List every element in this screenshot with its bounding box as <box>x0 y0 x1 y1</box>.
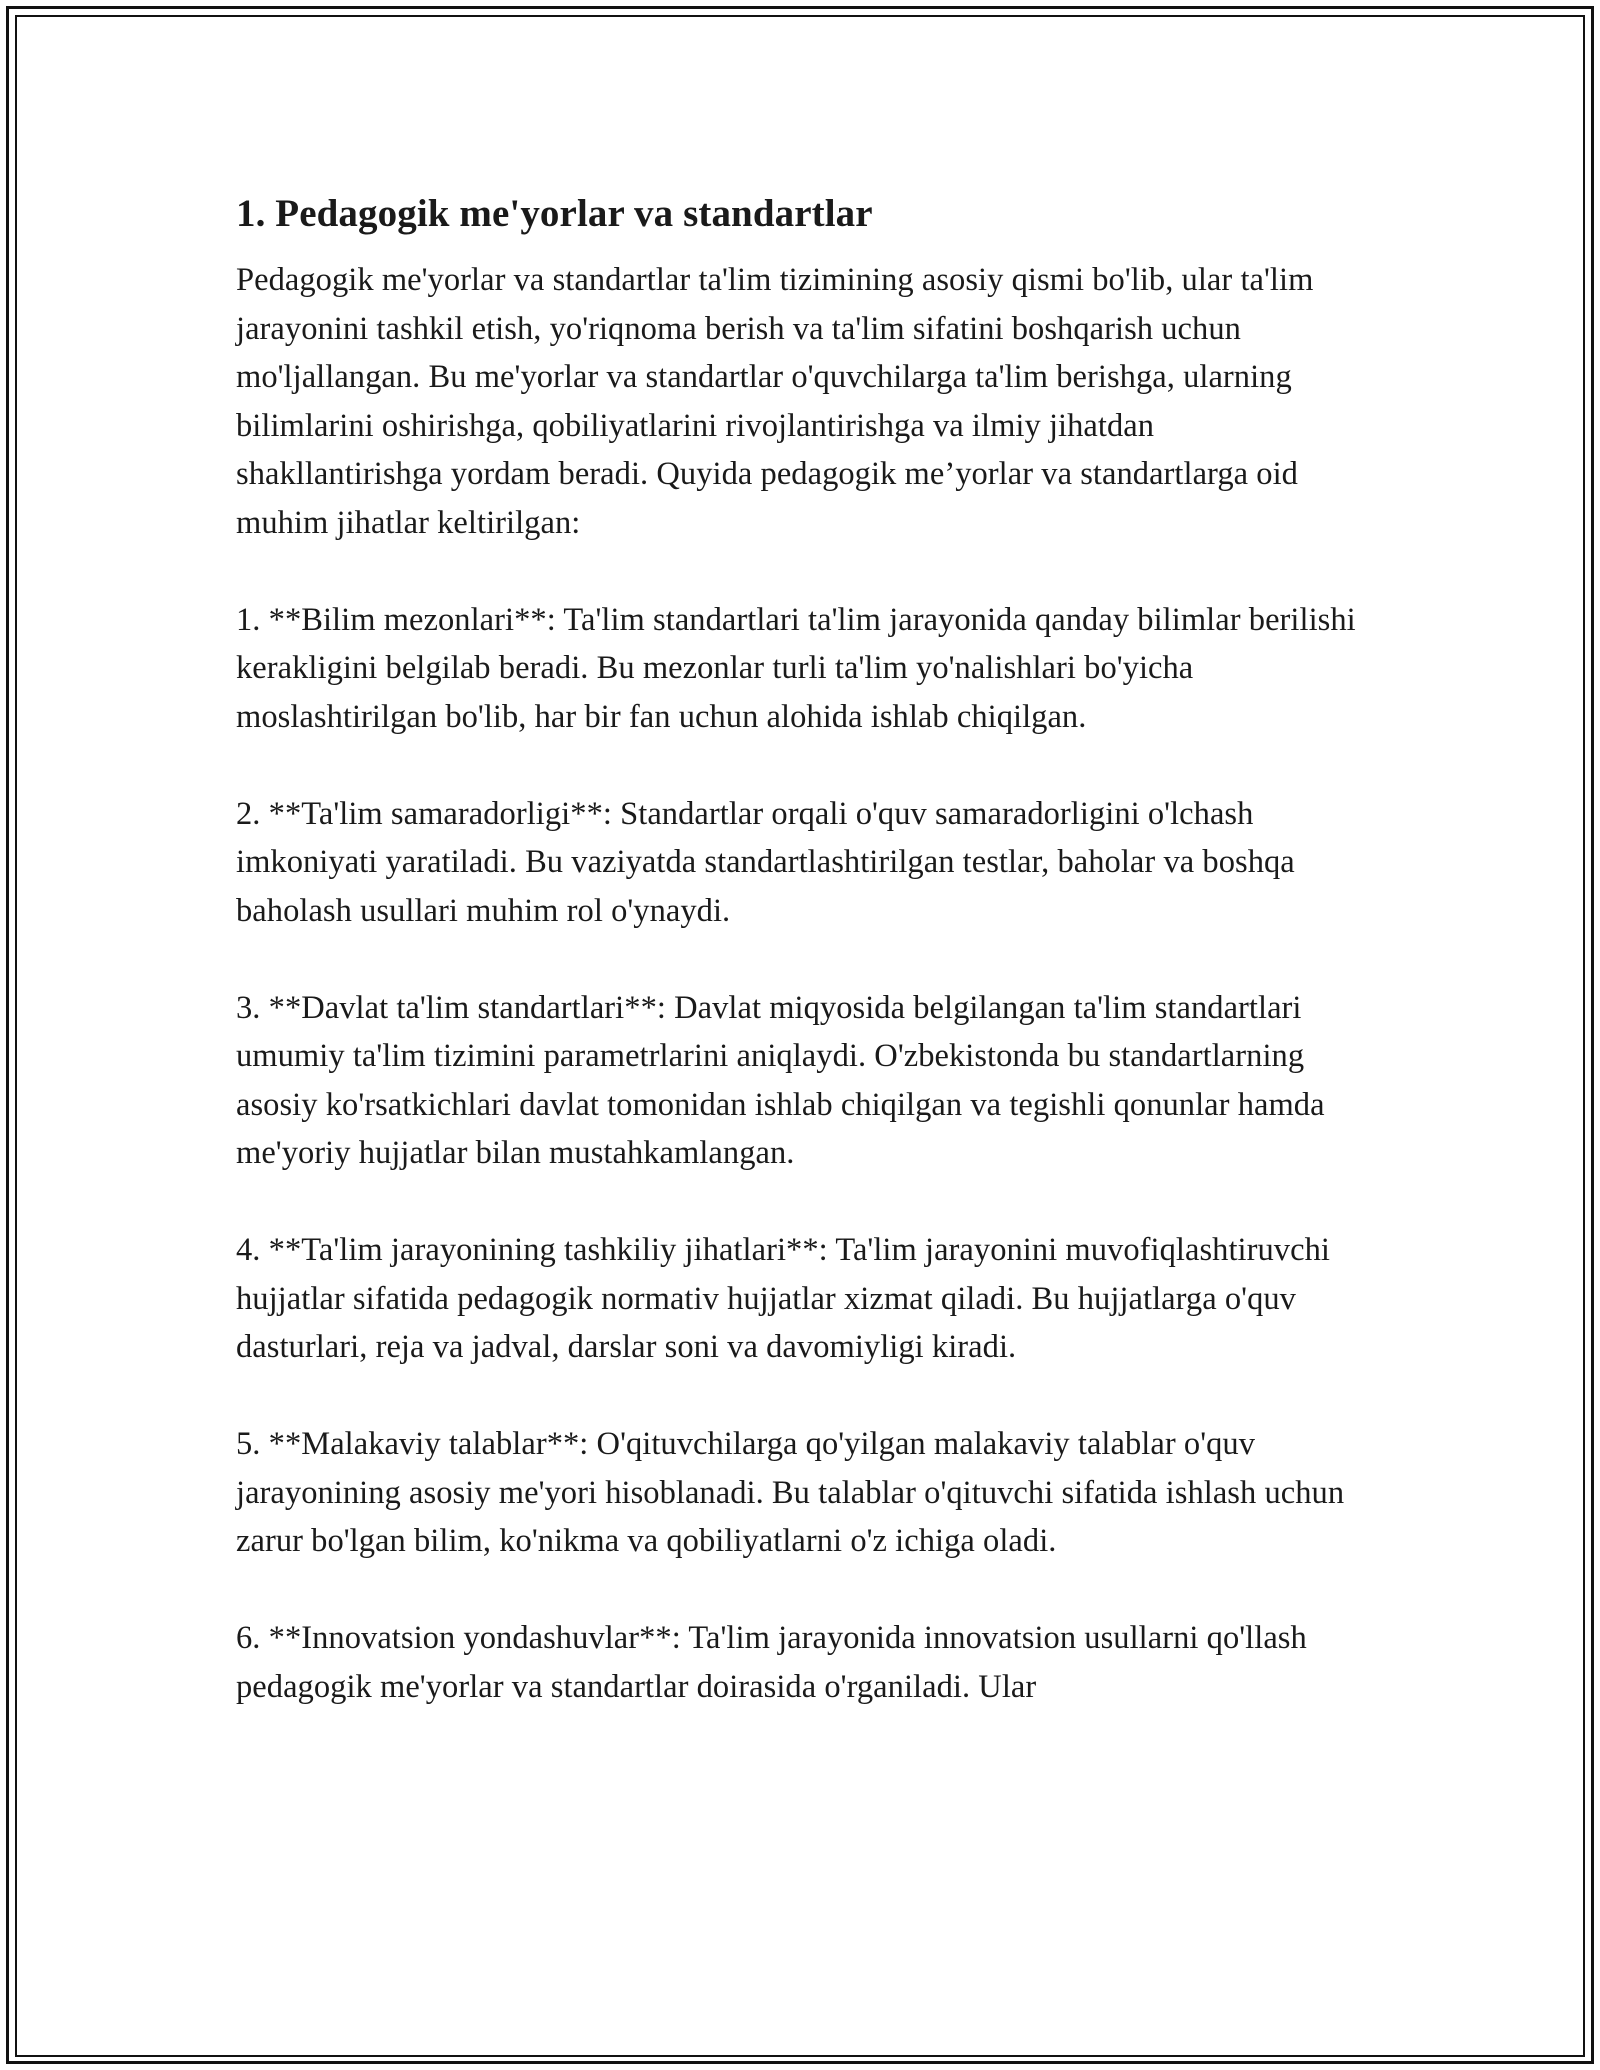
list-item-5: 5. **Malakaviy talablar**: O'qituvchilarga qo'yilgan malakaviy talablar o'quv jarayonining asosiy me'yori hisoblanadi. Bu talablar o'qituvchi sifatida ishlash uchun zarur bo'lgan bilim, ko'nikma va qobiliyatlarni o'z ichiga oladi. <box>236 1426 1345 1559</box>
page-title: 1. Pedagogik me'yorlar va standartlar <box>236 192 873 235</box>
list-item-4: 4. **Ta'lim jarayonining tashkiliy jihatlari**: Ta'lim jarayonini muvofiqlashtiruvchi hujjatlar sifatida pedagogik normativ hujjatlar xizmat qiladi. Bu hujjatlarga o'quv dasturlari, reja va jadval, darslar soni va davomiyligi kiradi. <box>236 1232 1330 1365</box>
list-item-1: 1. **Bilim mezonlari**: Ta'lim standartlari ta'lim jarayonida qanday bilimlar berilishi kerakligini belgilab beradi. Bu mezonlar turli ta'lim yo'nalishlari bo'yicha moslashtirilgan bo'lib, har bir fan uchun alohida ishlab chiqilgan. <box>236 601 1356 735</box>
intro-paragraph: Pedagogik me'yorlar va standartlar ta'lim tizimining asosiy qismi bo'lib, ular ta'lim jarayonini tashkil etish, yo'riqnoma berish va ta'lim sifatini boshqarish uchun mo'ljallangan. Bu me'yorlar va standartlar o'quvchilarga ta'lim berishga, ularning bilimlarini oshirishga, qobiliyatlarini rivojlantirishga va ilmiy jihatdan shakllantirishga yordam beradi. Quyida pedagogik me’yorlar va standartlarga oid muhim jihatlar keltirilgan: <box>236 262 1314 541</box>
document-body <box>236 190 1366 1760</box>
list-item-3: 3. **Davlat ta'lim standartlari**: Davlat miqyosida belgilangan ta'lim standartlari umumiy ta'lim tizimini parametrlarini aniqlaydi. O'zbekistonda bu standartlarning asosiy ko'rsatkichlari davlat tomonidan ishlab chiqilgan va tegishli qonunlar hamda me'yoriy hujjatlar bilan mustahkamlangan. <box>236 989 1325 1171</box>
list-item-2: 2. **Ta'lim samaradorligi**: Standartlar orqali o'quv samaradorligini o'lchash imkoniyati yaratiladi. Bu vaziyatda standartlashtirilgan testlar, baholar va boshqa baholash usullari muhim rol o'ynaydi. <box>236 795 1295 929</box>
list-item-6: 6. **Innovatsion yondashuvlar**: Ta'lim jarayonida innovatsion usullarni qo'llash pedagogik me'yorlar va standartlar doirasida o'rganiladi. Ular <box>236 1620 1307 1705</box>
